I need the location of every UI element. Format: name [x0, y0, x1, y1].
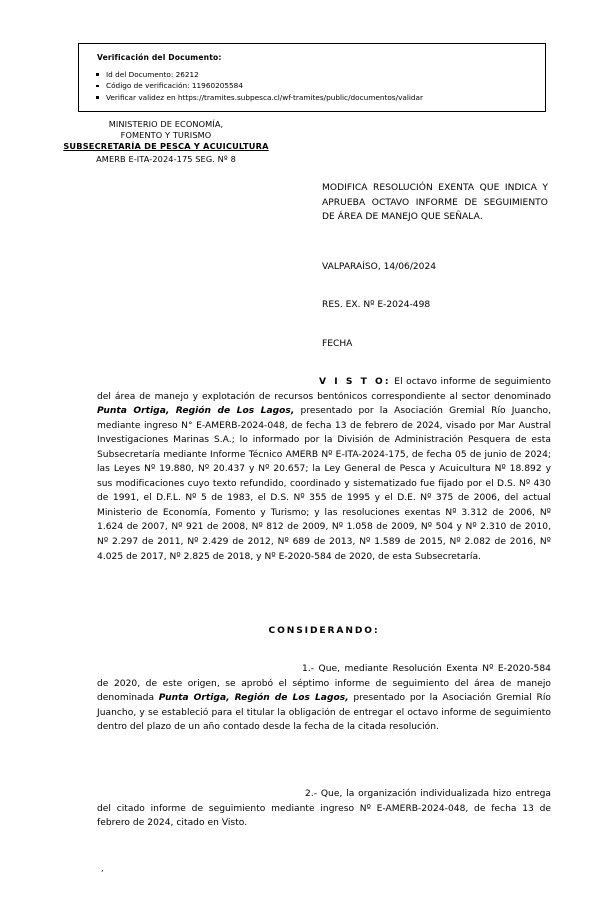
- letterhead-subsecretaria: SUBSECRETARÍA DE PESCA Y ACUICULTURA: [63, 141, 269, 152]
- letterhead-file-code: AMERB E-ITA-2024-175 SEG. Nº 8: [96, 153, 236, 164]
- verification-item-list: [93, 69, 537, 103]
- considerando-item-2: [97, 787, 551, 831]
- considerando-1-text-rest: presentado por la Asociación Gremial Río Juancho, y se estableció para el titular la obligación de entregar el octavo informe de seguimiento dentro del plazo de un año contado desde la fecha de la citada resolución.: [97, 693, 551, 733]
- letterhead: [36, 119, 296, 165]
- considerando-item-1: [97, 662, 551, 735]
- document-subject: MODIFICA RESOLUCIÓN EXENTA QUE INDICA Y APRUEBA OCTAVO INFORME DE SEGUIMIENTO DE ÁREA DE MANEJO QUE SEÑALA.: [322, 183, 548, 223]
- verification-stamp: [78, 43, 546, 112]
- verification-item-document-id: Id del Documento: 26212: [93, 69, 537, 80]
- letterhead-ministry-line-1: MINISTERIO DE ECONOMÍA,: [108, 119, 224, 129]
- verification-title: Verificación del Documento:: [97, 53, 222, 62]
- visto-section: [97, 375, 551, 564]
- visto-label: V I S T O:: [319, 377, 391, 387]
- date-label: FECHA: [322, 339, 353, 349]
- verification-item-code: Código de verificación: 11960205584: [93, 80, 537, 91]
- considerando-2-text: 2.- Que, la organización individualizada hizo entrega del citado informe de seguimiento mediante ingreso Nº E-AMERB-2024-048, de fecha 13 de febrero de 2024, citado en Visto.: [97, 789, 551, 829]
- visto-text-rest: presentado por la Asociación Gremial Río Juancho, mediante ingreso N° E-AMERB-2024-048, de fecha 13 de febrero de 2024, visado por Mar Austral Investigaciones Marinas S.A.; lo informado por la División de Administración Pesquera de esta Subsecretaría mediante Informe Técnico AMERB Nº E-ITA-2024-175, de fecha 05 de junio de 2024; las Leyes Nº 19.880, Nº 20.437 y Nº 20.657; la Ley General de Pesca y Acuicultura Nº 18.892 y sus modificaciones cuyo texto refundido, coordinado y sistematizado fue fijado por el D.S. Nº 430 de 1991, el D.F.L. Nº 5 de 1983, el D.S. Nº 355 de 1995 y el D.E. Nº 375 de 2006, del actual Ministerio de Economía, Fomento y Turismo; y las resoluciones exentas Nº 3.312 de 2006, Nº 1.624 de 2007, Nº 921 de 2008, Nº 812 de 2009, Nº 1.058 de 2009, Nº 504 y Nº 2.310 de 2010, Nº 2.297 de 2011, Nº 2.429 de 2012, Nº 689 de 2013, Nº 1.589 de 2015, Nº 2.082 de 2016, Nº 4.025 de 2017, Nº 2.825 de 2018, y Nº E-2020-584 de 2020, de esta Subsecretaría.: [97, 406, 552, 562]
- visto-text-first: El octavo informe de seguimiento del área de manejo y explotación de recursos bentónicos correspondiente al sector denominado: [97, 377, 551, 402]
- verification-item-url: Verificar validez en https://tramites.subpesca.cl/wf-tramites/public/documentos/validar: [93, 92, 537, 103]
- considerando-1-area-name: Punta Ortiga, Región de Los Lagos,: [158, 693, 349, 704]
- visto-paragraph: [97, 375, 551, 564]
- page-stray-mark: ʼ: [101, 869, 104, 878]
- considerando-heading: CONSIDERANDO:: [268, 626, 380, 636]
- resolution-number: RES. EX. Nº E-2024-498: [322, 300, 431, 310]
- letterhead-ministry-line-2: FOMENTO Y TURISMO: [120, 130, 212, 141]
- visto-area-name: Punta Ortiga, Región de Los Lagos,: [97, 406, 295, 417]
- verification-box: [78, 43, 546, 112]
- considerando-1-text-first: 1.- Que, mediante Resolución Exenta Nº E-2020-584 de 2020, de este origen, se aprobó el séptimo informe de seguimiento del área de manejo denominada: [97, 664, 551, 704]
- place-and-date: VALPARAÍSO, 14/06/2024: [322, 262, 437, 272]
- considerando-paragraph-1: [97, 662, 551, 735]
- considerando-paragraph-2: [97, 787, 551, 831]
